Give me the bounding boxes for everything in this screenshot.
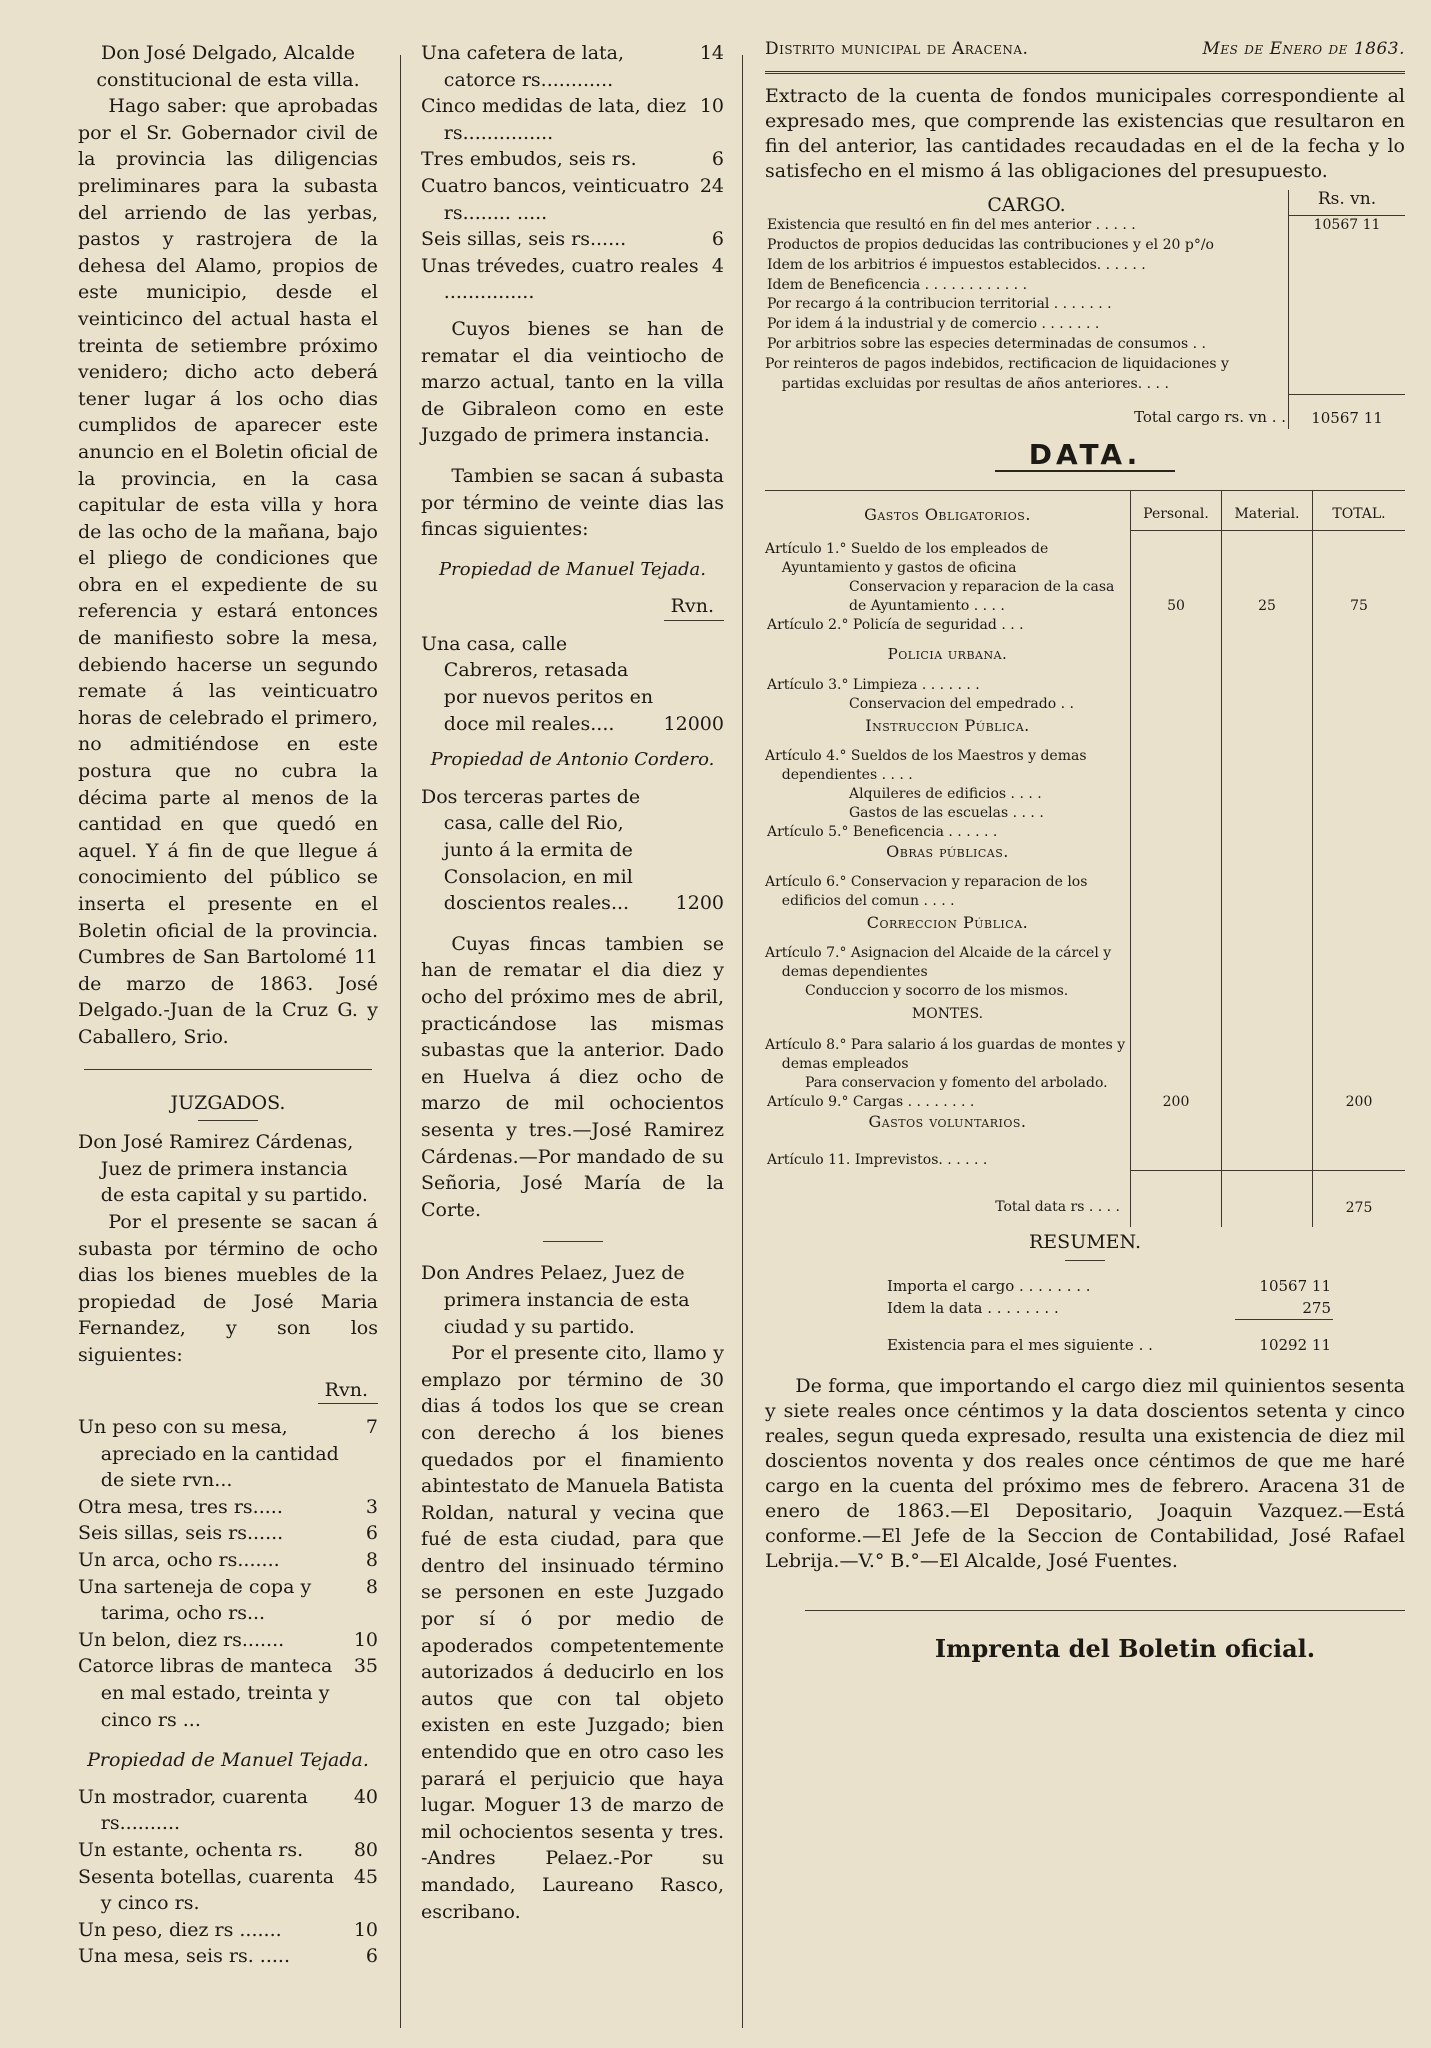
column-3	[765, 39, 1405, 1664]
edict-heading-1: Don José Delgado, Alcalde	[100, 42, 355, 64]
cargo-unit: Rs. vn.	[1289, 190, 1406, 216]
list-item: Unas trévedes, cuatro reales ............... 4	[421, 254, 724, 304]
district-name: Distrito municipal de Aracena.	[765, 39, 1029, 59]
table-row: Por idem á la industrial y de comercio . . . . . . .	[765, 315, 1405, 335]
list-item: Sesenta botellas, cuarenta y cinco rs. 45	[78, 1865, 378, 1915]
table-row: Idem de Beneficencia . . . . . . . . . . . .	[765, 276, 1405, 296]
col-total: TOTAL.	[1313, 490, 1406, 530]
item-list-2	[78, 1784, 378, 1970]
district-header	[765, 40, 1405, 59]
column-2	[421, 40, 724, 1925]
table-row: Por arbitrios sobre las especies determinadas de consumos . .	[765, 335, 1405, 355]
data-title: DATA.	[1028, 437, 1142, 471]
resumen-rule	[1065, 1260, 1105, 1261]
list-item: Una cafetera de lata, catorce rs............ 14	[421, 42, 724, 91]
list-item: Tres embudos, seis rs. 6	[421, 148, 724, 171]
table-row: Existencia para el mes siguiente . . 10292 11	[885, 1320, 1333, 1357]
table-row: Por recargo á la contribucion territorial . . . . . . .	[765, 295, 1405, 315]
column-divider-1	[400, 55, 401, 2028]
table-row: Policia urbana.	[765, 635, 1405, 676]
judge2-heading-2: primera instancia de esta	[443, 1288, 690, 1311]
table-row: Artículo 5.° Beneficencia . . . . . .	[765, 823, 1405, 842]
list-item: Un mostrador, cuarenta rs.......... 40	[78, 1785, 378, 1835]
closing-paragraph: De forma, que importando el cargo diez mil quinientos sesenta y siete reales once céntimos y la data doscientos setenta y cinco reales, segun queda expresado, resulta una existencia de diez mil doscientos noventa y dos reales once céntimos de que me haré cargo en la cuenta del próximo mes de febrero. Aracena 31 de enero de 1863.—El Depositario, Joaquin Vazquez.—Está conforme.—El Jefe de la Seccion de Contabilidad, José Rafael Lebrija.—V.° B.°—El Alcalde, José Fuentes.	[765, 1375, 1405, 1573]
printer-imprint: Imprenta del Boletin oficial.	[934, 1634, 1316, 1664]
table-row: Artículo 3.° Limpieza . . . . . . .	[765, 676, 1405, 695]
resumen-table	[885, 1275, 1333, 1356]
list-item: Un estante, ochenta rs. 80	[78, 1839, 378, 1861]
table-row: Conservacion y reparacion de la casa de Ayuntamiento . . . . 50 25 75	[765, 578, 1405, 616]
list-item: Un peso con su mesa, apreciado en la cantidad de siete rvn... 7	[78, 1416, 378, 1492]
table-row: Artículo 9.° Cargas . . . . . . . . 200 200	[765, 1093, 1405, 1112]
table-row: Artículo 1.° Sueldo de los empleados de Ayuntamiento y gastos de oficina	[765, 530, 1405, 578]
column-1	[78, 40, 378, 1970]
edict-body: Hago saber: que aprobadas por el Sr. Gobernador civil de la provincia las diligencias preliminares para la subasta del arriendo de las yerbas, pastos y rastrojera de la dehesa del Alamo, propios de este municipio, desde el veinticinco del actual hasta el treinta de setiembre próximo venidero; dicho acto deberá tener lugar á los ocho dias cumplidos de aparecer este anuncio en el Boletin oficial de la provincia, en la casa capitular de esta villa y hora de las ocho de la mañana, bajo el pliego de condiciones que obra en el expediente de su referencia y estará entonces de manifiesto sobre la mesa, debiendo hacerse un segundo remate á las veinticuatro horas de celebrado el primero, no admitiéndose en este postura que no cubra la décima parte al menos de la cantidad en que quedó en aquel. Y á fin de que llegue á conocimiento del público se inserta el presente en el Boletin oficial de la provincia. Cumbres de San Bartolomé 11 de marzo de 1863. José Delgado.-Juan de la Cruz G. y Caballero, Srio.	[78, 95, 378, 1048]
judge-body: Por el presente se sacan á subasta por término de ocho dias los bienes muebles de la propiedad de José Maria Fernandez, y son los siguientes:	[78, 1210, 378, 1366]
cargo-total-row: Total cargo rs. vn . . 10567 11	[765, 394, 1405, 428]
data-total-row: Total data rs . . . . 275	[765, 1170, 1405, 1227]
col-material: Material.	[1222, 490, 1313, 530]
list-item: Un arca, ocho rs....... 8	[78, 1549, 378, 1572]
header-rule	[765, 71, 1405, 74]
table-row: Artículo 7.° Asignacion del Alcaide de la cárcel y demas dependientes	[765, 944, 1405, 982]
extract-paragraph: Extracto de la cuenta de fondos municipales correspondiente al expresado mes, que comprende las existencias que resultaron en fin del anterior, las cantidades recaudadas en el de la fecha y lo satisfecho en el mismo á las obligaciones del presupuesto.	[765, 85, 1405, 182]
column-divider-2	[742, 55, 743, 2028]
table-row: Instruccion Pública.	[765, 714, 1405, 747]
gastos-obligatorios-heading: Gastos Obligatorios.	[864, 504, 1031, 524]
list-item: Seis sillas, seis rs...... 6	[421, 228, 724, 251]
list-item: Catorce libras de manteca en mal estado, treinta y cinco rs ... 35	[78, 1655, 378, 1731]
table-row: Artículo 8.° Para salario á los guardas de montes y demas empleados	[765, 1036, 1405, 1074]
table-row: Obras públicas.	[765, 842, 1405, 873]
list-item: Un peso, diez rs ....... 10	[78, 1918, 378, 1941]
list-item: Cuatro bancos, veinticuatro rs........ ..... 24	[421, 174, 724, 224]
divider-rule	[543, 1241, 603, 1242]
unit-rule	[318, 1403, 378, 1404]
month-label: Mes de Enero de 1863.	[1202, 39, 1405, 59]
unit-label: Rvn.	[324, 1378, 368, 1401]
list-item: Una mesa, seis rs. ..... 6	[78, 1945, 378, 1968]
table-row: Por reinteros de pagos indebidos, rectificacion de liquidaciones y partidas excluidas por resultas de años anteriores. . . .	[765, 355, 1405, 395]
table-row: Idem de los arbitrios é impuestos establecidos. . . . . .	[765, 256, 1405, 276]
edict-heading-2: constitucional de esta villa.	[96, 68, 360, 91]
table-row: Para conservacion y fomento del arbolado.	[765, 1074, 1405, 1093]
judge2-heading-3: ciudad y su partido.	[443, 1315, 635, 1338]
table-row: Idem la data . . . . . . . . 275	[887, 1299, 1331, 1318]
list-item: Cinco medidas de lata, diez rs............... 10	[421, 95, 724, 144]
cargo-title: CARGO.	[987, 194, 1066, 216]
section-rule	[84, 1069, 372, 1070]
table-row: Importa el cargo . . . . . . . . 10567 11	[887, 1277, 1331, 1296]
table-row: Productos de propios deducidas las contribuciones y el 20 p°/o	[765, 236, 1405, 256]
table-row: Artículo 4.° Sueldos de los Maestros y demas dependientes . . . .	[765, 747, 1405, 785]
list-item: Una sarteneja de copa y tarima, ocho rs... 8	[78, 1575, 378, 1625]
data-table	[765, 490, 1405, 1228]
auction-date-para: Cuyos bienes se han de rematar el dia veintiocho de marzo actual, tanto en la villa de Gibraleon como en este Juzgado de primera instancia.	[421, 317, 724, 447]
item-list-1	[78, 1414, 378, 1733]
table-row: Conservacion del empedrado . .	[765, 695, 1405, 714]
unit-label-2: Rvn.	[670, 595, 714, 618]
table-row: MONTES.	[765, 1001, 1405, 1036]
judge-heading-3: de esta capital y su partido.	[100, 1184, 368, 1207]
resumen-title: RESUMEN.	[1029, 1231, 1141, 1254]
section-title-juzgados: JUZGADOS.	[170, 1091, 286, 1114]
table-row: Correccion Pública.	[765, 911, 1405, 944]
finca-item-2: Dos terceras partes de casa, calle del Rio, junto á la ermita de Consolacion, en mil doscientos reales... 1200	[421, 785, 724, 915]
table-row: Existencia que resultó en fin del mes anterior . . . . . 10567 11	[765, 216, 1405, 236]
col-personal: Personal.	[1131, 490, 1222, 530]
summons-body: Por el presente cito, llamo y emplazo por término de 30 dias á todos los que se crean con derecho á los bienes quedados por el finamiento abintestato de Manuela Batista Roldan, natural y vecina que fué de esta ciudad, para que dentro del insinuado término se personen en este Juzgado por sí ó por medio de apoderados competentemente autorizados á deducirlo en los autos que con tal objeto existen en este Juzgado; bien entendido que en otro caso les parará el perjuicio que haya lugar. Moguer 13 de marzo de mil ochocientos sesenta y tres. -Andres Pelaez.-Por su mandado, Laureano Rasco, escribano.	[421, 1342, 724, 1923]
table-row: Artículo 11. Imprevistos. . . . . .	[765, 1151, 1405, 1170]
property-heading-tejada: Propiedad de Manuel Tejada.	[439, 558, 706, 580]
property-heading-cordero: Propiedad de Antonio Cordero.	[430, 749, 715, 771]
item-list-3	[421, 40, 724, 306]
table-row: Gastos de las escuelas . . . .	[765, 804, 1405, 823]
table-row: Alquileres de edificios . . . .	[765, 785, 1405, 804]
printer-rule	[805, 1610, 1405, 1611]
list-item: Seis sillas, seis rs...... 6	[78, 1522, 378, 1545]
list-item: Otra mesa, tres rs..... 3	[78, 1495, 378, 1518]
judge2-heading-1: Don Andres Pelaez, Juez de	[421, 1262, 685, 1285]
table-row: Artículo 6.° Conservacion y reparacion de los edificios del comun . . . .	[765, 873, 1405, 911]
finca-item-1: Una casa, calle Cabreros, retasada por nuevos peritos en doce mil reales.... 12000	[421, 632, 724, 735]
cargo-table	[765, 190, 1405, 429]
ornament-rule	[995, 470, 1175, 472]
judge-heading-1: Don José Ramirez Cárdenas,	[78, 1131, 354, 1154]
unit-rule-2	[664, 620, 724, 621]
table-row: Gastos voluntarios.	[765, 1112, 1405, 1151]
fincas-closing-para: Cuyas fincas tambien se han de rematar el dia diez y ocho del próximo mes de abril, practicándose las mismas subastas que la anterior. Dado en Huelva á diez ocho de marzo de mil ochocientos sesenta y tres.—José Ramirez Cárdenas.—Por mandado de su Señoria, José María de la Corte.	[421, 932, 724, 1221]
table-row: Conduccion y socorro de los mismos.	[765, 982, 1405, 1001]
property-heading: Propiedad de Manuel Tejada.	[87, 1749, 369, 1772]
fincas-intro: Tambien se sacan á subasta por término de veinte dias las fincas siguientes:	[421, 464, 724, 541]
judge-heading-2: Juez de primera instancia	[100, 1157, 348, 1180]
title-rule	[198, 1120, 258, 1121]
list-item: Un belon, diez rs....... 10	[78, 1628, 378, 1651]
table-row: Artículo 2.° Policía de seguridad . . .	[765, 616, 1405, 635]
